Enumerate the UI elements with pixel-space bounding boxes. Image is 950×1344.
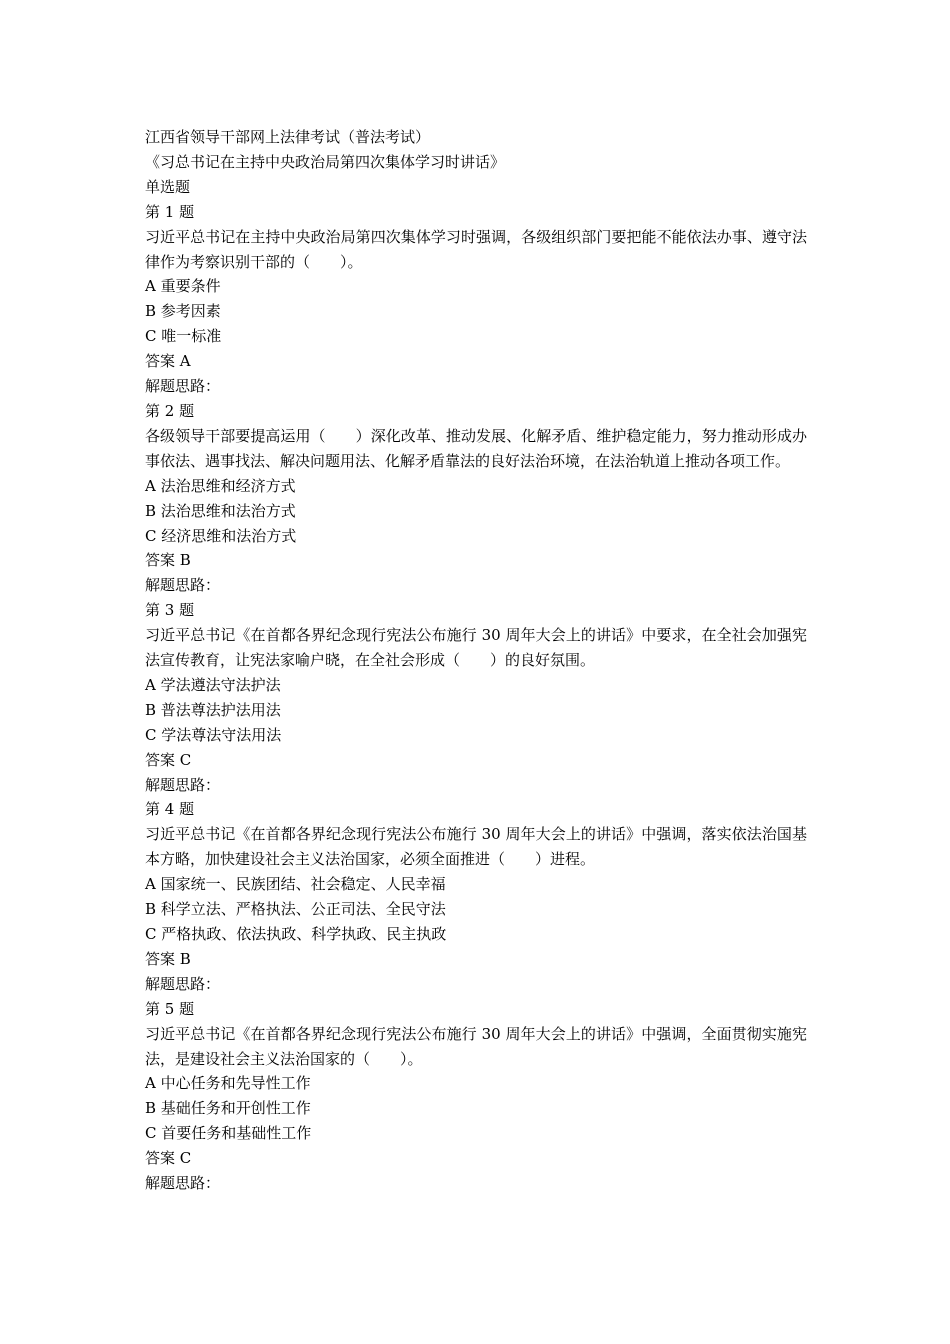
answer: 答案 C — [145, 1149, 192, 1168]
option-b: B 法治思维和法治方式 — [145, 501, 296, 520]
explanation: 解题思路： — [145, 974, 221, 993]
option-c: C 严格执政、依法执政、科学执政、民主执政 — [145, 925, 447, 943]
explanation: 解题思路： — [145, 775, 221, 794]
answer: 答案 B — [145, 949, 191, 968]
question-text: 习近平总书记《在首都各界纪念现行宪法公布施行 30 周年大会上的讲话》中强调，全面贯彻实施宪法，是建设社会主义法治国家的（ ）。 — [145, 1024, 807, 1068]
option-a: A 学法遵法守法护法 — [145, 675, 281, 694]
option-a: A 法治思维和经济方式 — [145, 476, 296, 495]
option-b: B 普法尊法护法用法 — [145, 700, 281, 719]
explanation: 解题思路： — [145, 576, 221, 595]
option-c: C 经济思维和法治方式 — [145, 526, 297, 545]
question-number: 第 1 题 — [145, 202, 195, 221]
question-text: 各级领导干部要提高运用（ ）深化改革、推动发展、化解矛盾、维护稳定能力，努力推动形成办事依法、遇事找法、解决问题用法、化解矛盾靠法的良好法治环境，在法治轨道上推动各项工作。 — [145, 426, 807, 470]
question-1 — [145, 200, 807, 399]
question-2 — [145, 399, 807, 598]
question-3 — [145, 598, 807, 797]
question-number: 第 4 题 — [145, 800, 195, 819]
explanation: 解题思路： — [145, 1174, 221, 1193]
document-subtitle: 《习总书记在主持中央政治局第四次集体学习时讲话》 — [145, 152, 506, 171]
option-c: C 唯一标准 — [145, 327, 222, 346]
option-c: C 学法尊法守法用法 — [145, 725, 282, 744]
answer: 答案 B — [145, 551, 191, 570]
question-number: 第 5 题 — [145, 999, 195, 1018]
question-5 — [145, 997, 807, 1196]
option-a: A 国家统一、民族团结、社会稳定、人民幸福 — [145, 875, 446, 894]
option-c: C 首要任务和基础性工作 — [145, 1124, 312, 1143]
option-b: B 基础任务和开创性工作 — [145, 1099, 311, 1118]
question-number: 第 2 题 — [145, 401, 195, 420]
section-heading: 单选题 — [145, 177, 191, 196]
document-page — [145, 125, 807, 1196]
question-text: 习近平总书记在主持中央政治局第四次集体学习时强调，各级组织部门要把能不能依法办事、遵守法律作为考察识别干部的（ ）。 — [145, 227, 807, 271]
option-b: B 参考因素 — [145, 302, 221, 321]
option-b: B 科学立法、严格执法、公正司法、全民守法 — [145, 900, 446, 919]
answer: 答案 C — [145, 750, 192, 769]
question-text: 习近平总书记《在首都各界纪念现行宪法公布施行 30 周年大会上的讲话》中要求，在全社会加强宪法宣传教育，让宪法家喻户晓，在全社会形成（ ）的良好氛围。 — [145, 626, 807, 670]
document-title: 江西省领导干部网上法律考试（普法考试） — [145, 128, 431, 146]
question-number: 第 3 题 — [145, 601, 195, 620]
question-4 — [145, 797, 807, 996]
option-a: A 中心任务和先导性工作 — [145, 1074, 311, 1093]
answer: 答案 A — [145, 352, 191, 371]
explanation: 解题思路： — [145, 377, 221, 396]
question-text: 习近平总书记《在首都各界纪念现行宪法公布施行 30 周年大会上的讲话》中强调，落实依法治国基本方略，加快建设社会主义法治国家，必须全面推进（ ）进程。 — [145, 825, 807, 869]
option-a: A 重要条件 — [145, 277, 221, 296]
